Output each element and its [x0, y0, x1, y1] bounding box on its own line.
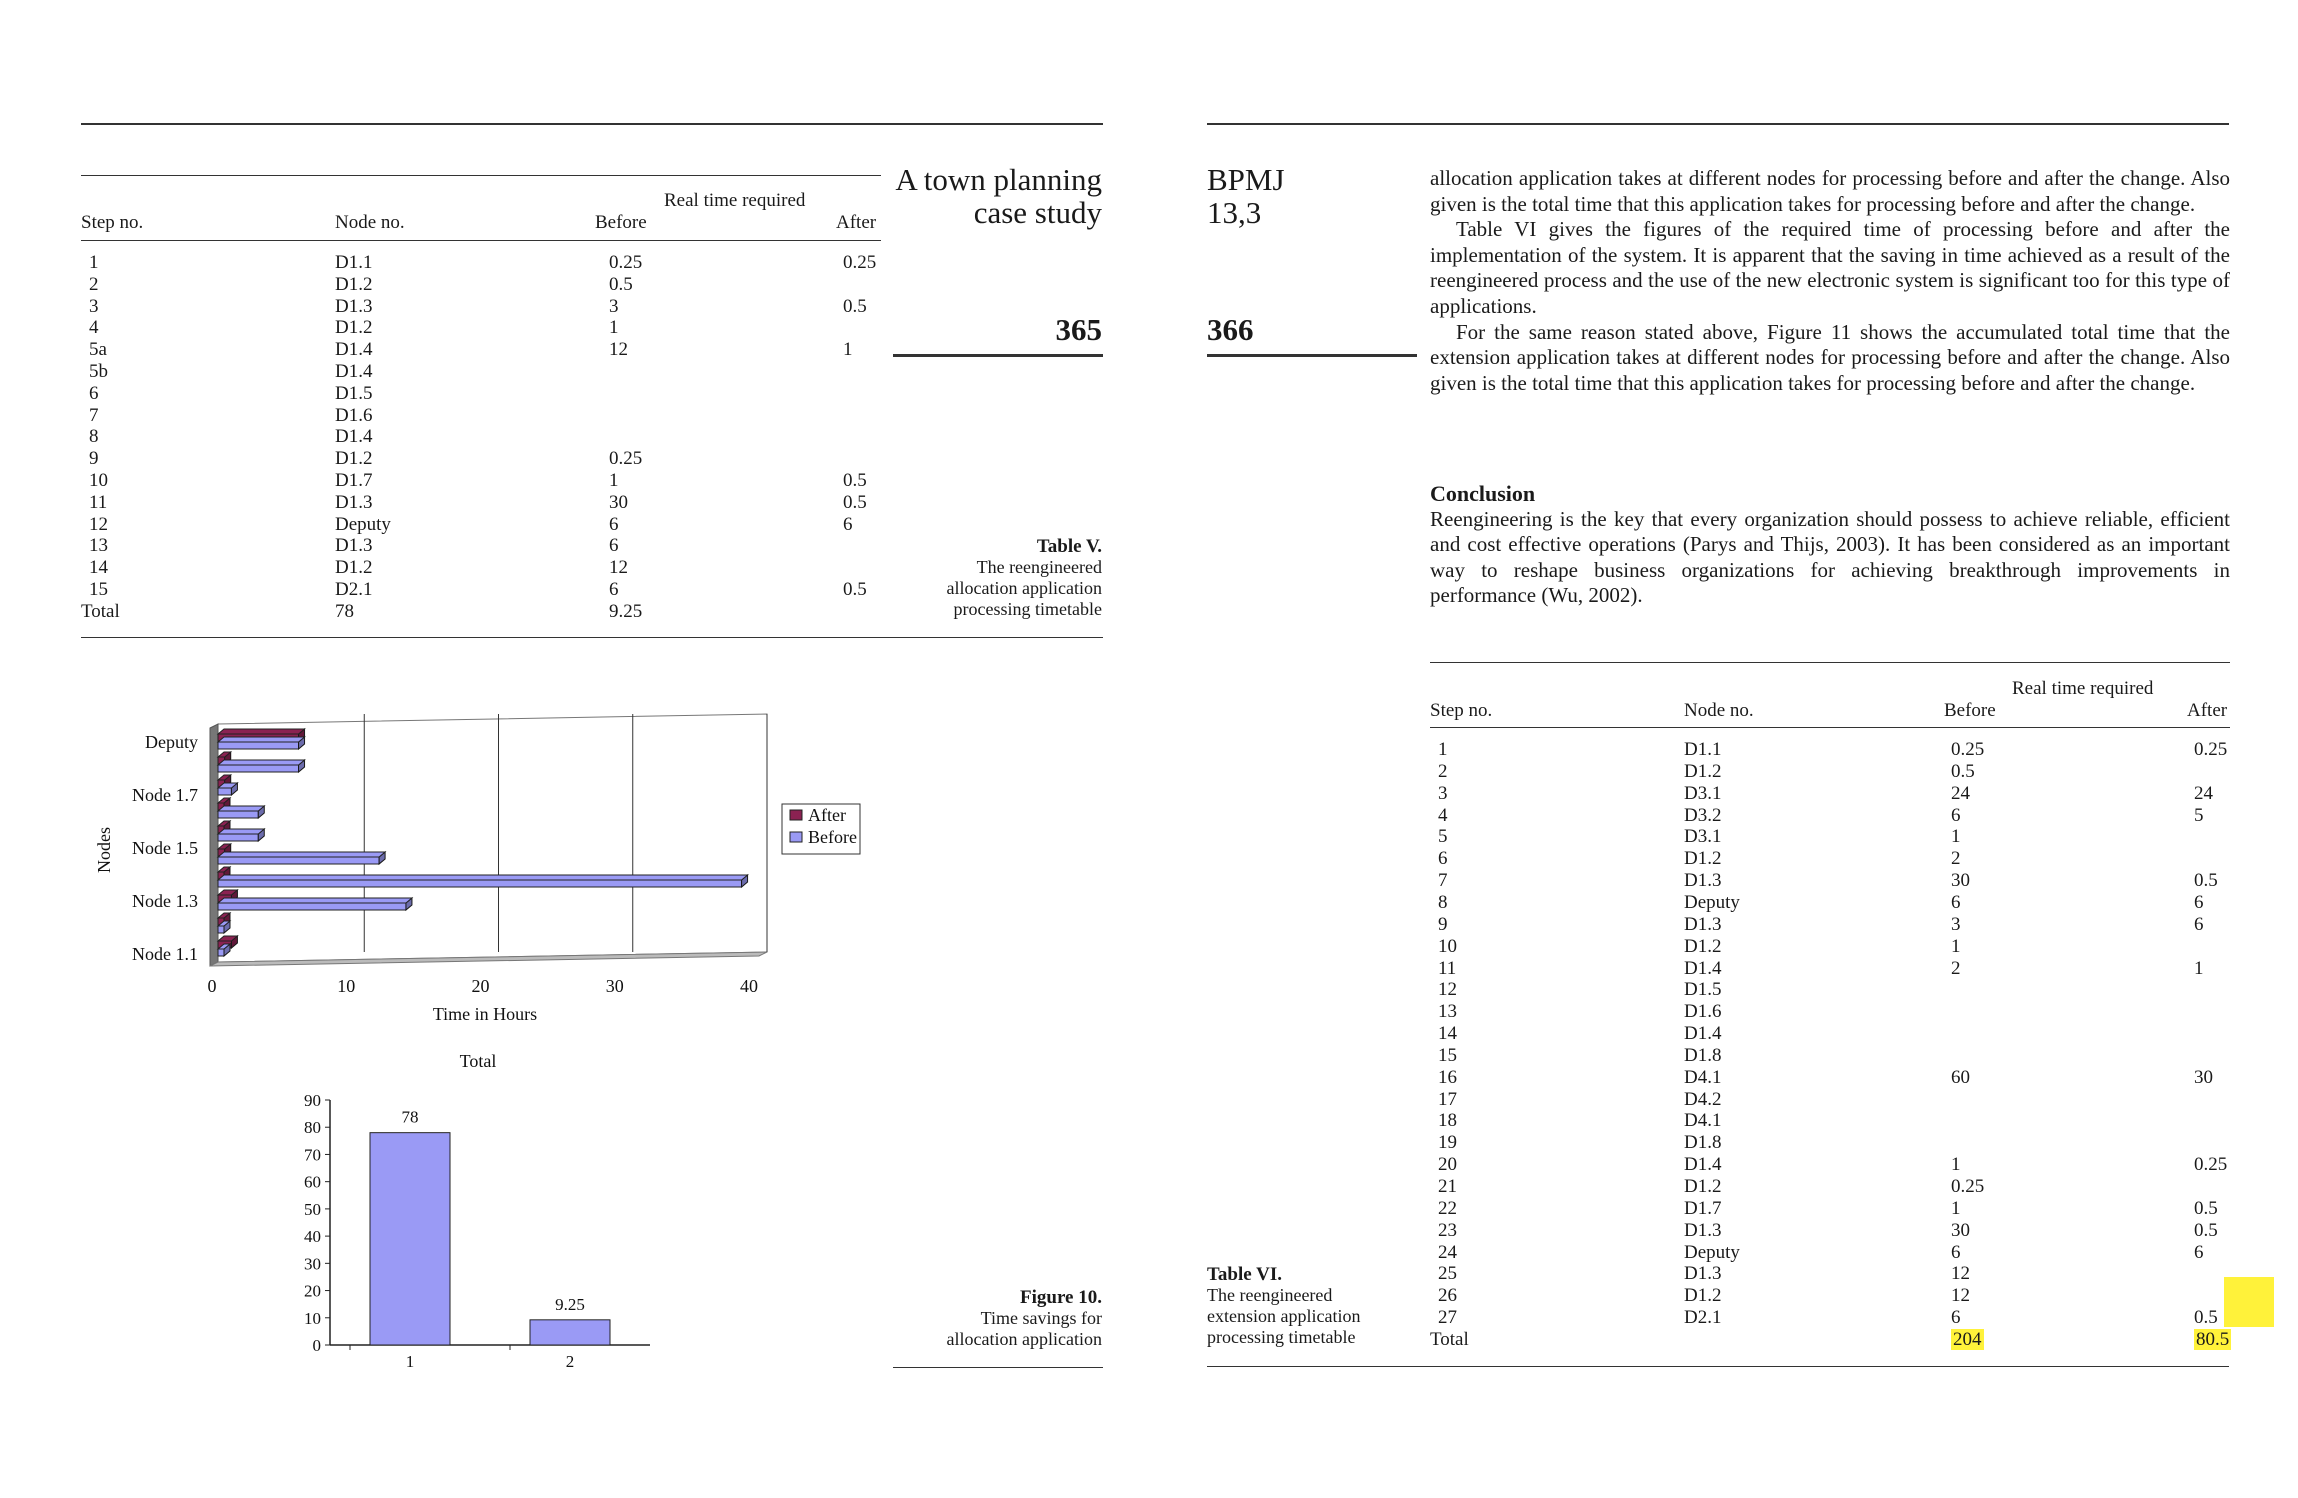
- table-vi-col-step: Step no.: [1430, 700, 1493, 721]
- table-vi-caption-line: processing timetable: [1207, 1327, 1356, 1347]
- table-vi-cell: 18: [1438, 1110, 1457, 1132]
- before-bar: [218, 857, 379, 864]
- table-v-top-rule: [81, 175, 881, 176]
- table-v-cell: D1.2: [335, 273, 373, 295]
- table-vi-cell: D1.8: [1684, 1132, 1722, 1154]
- table-vi-cell: 1: [1951, 826, 1961, 848]
- table-vi-cell: 25: [1438, 1263, 1457, 1285]
- table-vi-cell: 2: [1951, 957, 1961, 979]
- table-vi-caption-label: Table VI.: [1207, 1264, 1282, 1285]
- table-v-cell: 2: [89, 273, 99, 295]
- table-vi-cell: D4.1: [1684, 1110, 1722, 1132]
- y-category-label: Deputy: [145, 732, 198, 752]
- before-bar: [218, 788, 231, 795]
- table-vi-cell: 0.25: [2194, 739, 2228, 760]
- table-vi-cell: D1.1: [1684, 739, 1722, 760]
- y-tick-label: 80: [304, 1118, 321, 1138]
- chart-title: Total: [459, 1051, 497, 1071]
- table-v-cell: 0.5: [843, 579, 867, 600]
- table-v-cell: 0.25: [609, 252, 643, 273]
- figure-10-caption: [880, 1287, 1102, 1350]
- table-v-caption-line: allocation application: [946, 578, 1102, 598]
- left-page-number-rule: [893, 354, 1103, 357]
- right-page-number-rule: [1207, 354, 1417, 357]
- x-tick-label: 20: [471, 976, 490, 996]
- table-vi-cell: 1: [2194, 957, 2204, 979]
- before-bar-top: [218, 852, 385, 857]
- table-vi-cell: 0.25: [1951, 1176, 1985, 1197]
- right-running-head: [1207, 163, 1285, 229]
- table-vi-caption: [1207, 1264, 1417, 1348]
- table-vi-cell: 6: [1951, 804, 1961, 826]
- table-vi-cell: 0.5: [2194, 1197, 2218, 1219]
- table-v-cell: Deputy: [335, 513, 391, 535]
- legend-swatch: [790, 810, 802, 820]
- horizontal-bar-chart: [80, 700, 880, 1040]
- table-vi-cell: 30: [1951, 870, 1970, 892]
- table-vi-cell: 16: [1438, 1066, 1457, 1088]
- table-v-cell: D1.4: [335, 426, 373, 448]
- table-vi-cell: 10: [1438, 935, 1457, 957]
- table-vi-cell: 0.5: [1951, 760, 1975, 782]
- table-v-cell: 5b: [89, 361, 108, 382]
- table-vi-cell: D4.1: [1684, 1066, 1722, 1088]
- table-v-cell: D1.4: [335, 339, 373, 361]
- table-vi-cell: 1: [1951, 1197, 1961, 1219]
- table-v-cell: D1.3: [335, 295, 373, 317]
- table-v-cell: D1.4: [335, 361, 373, 382]
- table-vi-cell: D1.4: [1684, 1023, 1722, 1045]
- table-vi-cell: 8: [1438, 891, 1448, 913]
- table-vi-caption-line: The reengineered: [1207, 1285, 1333, 1305]
- highlighted-total: 80.5: [2196, 1328, 2230, 1350]
- table-vi-cell: D1.4: [1684, 1154, 1722, 1176]
- paragraph: Table VI gives the figures of the required time of processing before and after the implementation of the system. It is apparent that the saving in time achieved as a result of the reengineered process and the use of the new electronic system is significant too for this type of applications.: [1430, 217, 2230, 318]
- table-vi-cell: D1.2: [1684, 848, 1722, 870]
- plot-wall: [218, 714, 767, 962]
- y-tick-label: 40: [304, 1227, 321, 1247]
- table-v-cell: 1: [89, 252, 99, 273]
- table-vi-cell: Total: [1430, 1328, 1469, 1350]
- table-vi-cell: 30: [2194, 1066, 2213, 1088]
- table-vi-cell: 3: [1438, 782, 1448, 804]
- highlight-marker: [2224, 1277, 2274, 1327]
- table-vi-cell: 6: [1951, 891, 1961, 913]
- table-v-col-after: After: [836, 212, 877, 233]
- table-vi-cell: Deputy: [1684, 1241, 1740, 1263]
- legend-label: Before: [808, 827, 857, 847]
- right-top-rule: [1207, 123, 2229, 125]
- table-v-cell: D1.7: [335, 470, 373, 491]
- figure-10-caption-line: allocation application: [946, 1329, 1102, 1349]
- y-tick-label: 90: [304, 1091, 321, 1110]
- table-v-cell: D1.2: [335, 317, 373, 339]
- table-vi-cell: 1: [1951, 935, 1961, 957]
- before-bar: [218, 903, 406, 910]
- table-v-cell: 12: [609, 557, 628, 579]
- x-tick-label: 40: [740, 976, 758, 996]
- table-vi-cell: D2.1: [1684, 1307, 1722, 1329]
- table-v-caption: [880, 536, 1102, 620]
- left-running-head: [880, 163, 1102, 229]
- table-vi-bottom-rule: [1207, 1366, 2229, 1367]
- running-head-line-1: A town planning: [895, 162, 1102, 197]
- before-bar: [218, 949, 224, 956]
- table-vi-cell: 24: [1951, 782, 1970, 804]
- before-bar: [218, 880, 742, 887]
- table-vi-cell: 1: [1438, 739, 1448, 760]
- before-bar-top: [218, 875, 748, 880]
- table-vi-col-after: After: [2187, 700, 2228, 721]
- total-bar: [370, 1133, 450, 1345]
- table-vi-cell: [2194, 1329, 2231, 1351]
- x-tick-label: 10: [337, 976, 356, 996]
- table-vi-cell: D4.2: [1684, 1088, 1722, 1110]
- table-v-cell: 0.25: [843, 252, 877, 273]
- table-v-group-header: Real time required: [664, 190, 806, 211]
- table-v-cell: 12: [89, 513, 108, 535]
- table-v-cell: Total: [81, 600, 120, 622]
- paragraph: For the same reason stated above, Figure 11 shows the accumulated total time that the extension application takes at different nodes for processing before and after the change. Also given is the total time that this application takes for processing before and after the change.: [1430, 319, 2230, 395]
- before-bar: [218, 742, 299, 749]
- table-vi-cell: Deputy: [1684, 891, 1740, 913]
- table-v-cell: 30: [609, 491, 628, 513]
- table-vi-cell: D1.2: [1684, 1285, 1722, 1307]
- y-category-label: Node 1.7: [132, 785, 198, 805]
- table-vi-cell: [1951, 1329, 1984, 1351]
- before-bar-top: [218, 760, 305, 765]
- table-vi-cell: 2: [1951, 848, 1961, 870]
- table-v-col-before: Before: [595, 212, 647, 233]
- y-axis-label: Nodes: [94, 827, 114, 873]
- table-vi-cell: D1.2: [1684, 760, 1722, 782]
- y-tick-label: 20: [304, 1281, 321, 1301]
- table-vi-cell: 17: [1438, 1088, 1457, 1110]
- table-v-cell: D1.2: [335, 448, 373, 470]
- table-v-bottom-rule: [81, 637, 1103, 638]
- x-category-label: 2: [565, 1352, 575, 1371]
- table-vi-col-before: Before: [1944, 700, 1996, 721]
- table-vi-cell: 12: [1438, 979, 1457, 1001]
- y-tick-label: 70: [304, 1145, 321, 1165]
- x-category-label: 1: [405, 1352, 415, 1371]
- table-v-cell: 1: [843, 339, 853, 361]
- table-vi-cell: D3.2: [1684, 804, 1722, 826]
- table-vi-cell: D1.4: [1684, 957, 1722, 979]
- total-bar-chart: [270, 1045, 670, 1375]
- table-vi-cell: 4: [1438, 804, 1448, 826]
- table-vi-cell: D1.3: [1684, 870, 1722, 892]
- table-v-cell: 6: [609, 579, 619, 600]
- table-v-cell: 8: [89, 426, 99, 448]
- table-vi-cell: 3: [1951, 913, 1961, 935]
- table-vi-caption-line: extension application: [1207, 1306, 1361, 1326]
- table-vi-cell: 2: [1438, 760, 1448, 782]
- table-vi-cell: 5: [2194, 804, 2204, 826]
- table-vi-cell: D1.2: [1684, 935, 1722, 957]
- table-v-cell: 78: [335, 600, 354, 622]
- highlighted-total: 204: [1953, 1328, 1982, 1350]
- table-v-cell: 7: [89, 404, 99, 426]
- table-v-cell: D1.3: [335, 535, 373, 557]
- table-vi-col-node: Node no.: [1684, 700, 1754, 721]
- table-vi-cell: 1: [1951, 1154, 1961, 1176]
- table-vi-cell: 20: [1438, 1154, 1457, 1176]
- table-v-cell: 5a: [89, 339, 107, 361]
- x-tick-label: 0: [207, 976, 217, 996]
- table-vi-cell: 6: [1438, 848, 1448, 870]
- table-vi-cell: D3.1: [1684, 826, 1722, 848]
- y-tick-label: 10: [304, 1308, 321, 1328]
- y-category-label: Node 1.3: [132, 891, 198, 911]
- table-v-caption-line: The reengineered: [976, 557, 1102, 577]
- table-vi-cell: D1.5: [1684, 979, 1722, 1001]
- table-v-cell: 6: [609, 535, 619, 557]
- y-tick-label: 30: [304, 1254, 321, 1274]
- table-v-caption-label: Table V.: [1036, 536, 1102, 557]
- table-vi-cell: 12: [1951, 1285, 1970, 1307]
- table-v-cell: 6: [89, 382, 99, 404]
- before-bar: [218, 811, 258, 818]
- y-category-label: Node 1.1: [132, 944, 198, 964]
- table-vi-cell: 9: [1438, 913, 1448, 935]
- table-vi-cell: 6: [2194, 1241, 2204, 1263]
- table-v-cell: 13: [89, 535, 108, 557]
- table-v-col-node: Node no.: [335, 212, 405, 233]
- table-v-cell: 0.5: [843, 295, 867, 317]
- table-v-cell: 14: [89, 557, 108, 579]
- table-v-cell: 12: [609, 339, 628, 361]
- left-top-rule: [81, 123, 1103, 125]
- before-bar: [218, 834, 258, 841]
- table-vi-cell: 24: [2194, 782, 2213, 804]
- table-vi-top-rule: [1430, 662, 2230, 663]
- table-vi-cell: D1.3: [1684, 913, 1722, 935]
- paragraph: allocation application takes at different nodes for processing before and after the change. Also given is the total time that this application takes for processing before and after the change.: [1430, 166, 2230, 216]
- data-label: 9.25: [555, 1294, 585, 1314]
- table-v-cell: 0.5: [609, 273, 633, 295]
- running-head-line-2: case study: [973, 195, 1102, 230]
- table-v-cell: 0.5: [843, 470, 867, 491]
- after-bar-top: [218, 729, 305, 734]
- running-head-journal: BPMJ: [1207, 162, 1285, 197]
- before-bar: [218, 926, 224, 933]
- table-vi-cell: 5: [1438, 826, 1448, 848]
- table-v-cell: D1.2: [335, 557, 373, 579]
- table-v-header-rule: [81, 240, 881, 241]
- table-vi-cell: D1.3: [1684, 1219, 1722, 1241]
- table-vi-header-rule: [1430, 727, 2230, 728]
- table-v-cell: 10: [89, 470, 108, 491]
- table-vi-cell: 0.25: [1951, 739, 1985, 760]
- before-bar: [218, 765, 299, 772]
- figure-10-caption-rule: [893, 1367, 1103, 1368]
- table-v-cell: 4: [89, 317, 99, 339]
- table-v-cell: 15: [89, 579, 108, 600]
- table-v-cell: 1: [609, 470, 619, 491]
- before-bar-top: [218, 829, 264, 834]
- total-bar: [530, 1320, 610, 1345]
- running-head-volume: 13,3: [1207, 195, 1262, 230]
- figure-10-caption-line: Time savings for: [980, 1308, 1102, 1328]
- table-v-cell: 6: [609, 513, 619, 535]
- table-v-cell: 9.25: [609, 600, 643, 622]
- table-vi-cell: 60: [1951, 1066, 1970, 1088]
- table-vi-cell: 22: [1438, 1197, 1457, 1219]
- left-page-number: 365: [1055, 312, 1102, 347]
- table-vi-cell: 30: [1951, 1219, 1970, 1241]
- table-v-cell: 11: [89, 491, 108, 513]
- table-vi-cell: D3.1: [1684, 782, 1722, 804]
- table-v-col-step: Step no.: [81, 212, 144, 233]
- x-tick-label: 30: [605, 976, 624, 996]
- table-vi-cell: 0.5: [2194, 870, 2218, 892]
- table-vi-cell: 21: [1438, 1176, 1457, 1197]
- y-tick-label: 60: [304, 1172, 321, 1192]
- conclusion-heading: Conclusion: [1430, 481, 1536, 506]
- table-v-cell: 0.5: [843, 491, 867, 513]
- table-vi-cell: 6: [2194, 913, 2204, 935]
- conclusion-paragraph: Reengineering is the key that every organization should possess to achieve reliable, efficient and cost effective operations (Parys and Thijs, 2003). It has been considered as an important way to reshape business organizations for achieving breakthrough improvements in performance (Wu, 2002).: [1430, 506, 2230, 608]
- legend-label: After: [808, 805, 846, 825]
- y-tick-label: 0: [312, 1336, 321, 1355]
- table-v-cell: 1: [609, 317, 619, 339]
- y-category-label: Node 1.5: [132, 838, 198, 858]
- table-v-cell: D2.1: [335, 579, 373, 600]
- body-text: [1430, 166, 2230, 396]
- plot-side: [210, 724, 218, 966]
- table-vi-cell: D1.8: [1684, 1044, 1722, 1066]
- table-v-cell: 3: [89, 295, 99, 317]
- table-v-cell: 3: [609, 295, 619, 317]
- table-v-cell: D1.5: [335, 382, 373, 404]
- table-vi-cell: 6: [2194, 891, 2204, 913]
- right-page-number: 366: [1207, 312, 1254, 347]
- table-vi-cell: 6: [1951, 1241, 1961, 1263]
- table-vi-cell: 6: [1951, 1307, 1961, 1329]
- table-vi-cell: D1.3: [1684, 1263, 1722, 1285]
- table-vi-cell: 15: [1438, 1044, 1457, 1066]
- x-axis-label: Time in Hours: [432, 1004, 538, 1024]
- before-bar-top: [218, 898, 412, 903]
- table-v-cell: 0.25: [609, 448, 643, 470]
- legend-swatch: [790, 832, 802, 842]
- data-label: 78: [401, 1107, 419, 1127]
- table-vi-cell: 7: [1438, 870, 1448, 892]
- table-vi-cell: 0.5: [2194, 1219, 2218, 1241]
- table-v-cell: 9: [89, 448, 99, 470]
- figure-10-caption-label: Figure 10.: [1020, 1287, 1102, 1308]
- before-bar-top: [218, 806, 264, 811]
- table-v-cell: 6: [843, 513, 853, 535]
- table-vi-cell: 27: [1438, 1307, 1457, 1329]
- table-vi-cell: D1.2: [1684, 1176, 1722, 1197]
- table-vi-cell: 0.25: [2194, 1154, 2228, 1176]
- table-v-cell: D1.1: [335, 252, 373, 273]
- table-vi-cell: D1.6: [1684, 1001, 1722, 1023]
- conclusion-section: [1430, 481, 2230, 609]
- table-vi-cell: 14: [1438, 1023, 1457, 1045]
- table-v-caption-line: processing timetable: [953, 599, 1102, 619]
- before-bar-top: [218, 737, 305, 742]
- table-vi-cell: D1.7: [1684, 1197, 1722, 1219]
- table-vi-cell: 24: [1438, 1241, 1457, 1263]
- table-vi-cell: 19: [1438, 1132, 1457, 1154]
- table-vi-group-header: Real time required: [2012, 678, 2154, 699]
- table-vi-cell: 0.5: [2194, 1307, 2218, 1329]
- table-vi-cell: 26: [1438, 1285, 1457, 1307]
- table-v-cell: D1.3: [335, 491, 373, 513]
- table-vi-cell: 12: [1951, 1263, 1970, 1285]
- table-vi-cell: 11: [1438, 957, 1457, 979]
- table-vi-cell: 23: [1438, 1219, 1457, 1241]
- table-v-cell: D1.6: [335, 404, 373, 426]
- y-tick-label: 50: [304, 1199, 321, 1219]
- table-vi-cell: 13: [1438, 1001, 1457, 1023]
